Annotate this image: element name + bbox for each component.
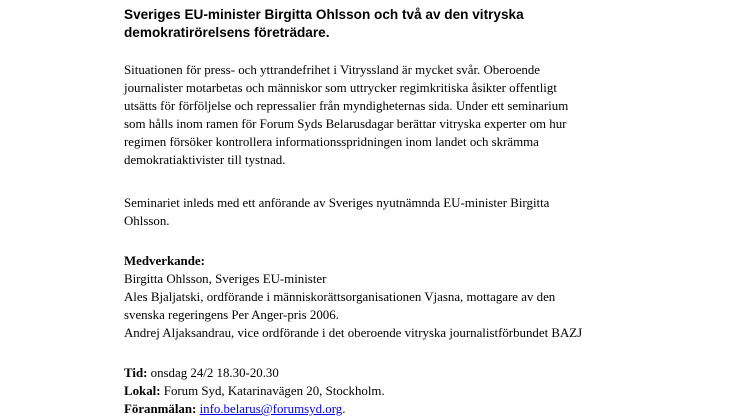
- intro-line-6: demokratiaktivister till tystnad.: [124, 153, 286, 167]
- intro-line-2: journalister motarbetas och människor som uttrycker regimkritiska åsikter offentligt: [124, 81, 557, 95]
- time-value: onsdag 24/2 18.30-20.30: [147, 366, 279, 380]
- time-row: [124, 364, 724, 382]
- signup-label: Föranmälan:: [124, 402, 197, 416]
- signup-end: .: [342, 402, 346, 416]
- intro-line-1: Situationen för press- och yttrandefrihet i Vitryssland är mycket svår. Oberoende: [124, 63, 541, 77]
- time-label: Tid:: [124, 366, 148, 380]
- opening-line-2: Ohlsson.: [124, 214, 170, 228]
- participant-line-4: Andrej Aljaksandrau, vice ordförande i det oberoende vitryska journalistförbundet BAZJ: [124, 326, 583, 340]
- opening-paragraph: [124, 194, 724, 230]
- venue-row: [124, 382, 724, 400]
- venue-label: Lokal:: [124, 384, 161, 398]
- lead-line-1: Sveriges EU-minister Birgitta Ohlsson och två av den vitryska: [124, 7, 524, 22]
- signup-email-link[interactable]: info.belarus@forumsyd.org: [199, 402, 343, 416]
- intro-line-3: utsätts för förföljelse och repressalier från myndigheternas sida. Under ett seminarium: [124, 99, 569, 113]
- event-details: [124, 364, 724, 418]
- intro-line-5: regimen försöker kontrollera informationsspridningen inom landet och skrämma: [124, 135, 539, 149]
- intro-line-4: som hålls inom ramen för Forum Syds Belarusdagar berättar vitryska experter om hur: [124, 117, 567, 131]
- intro-paragraph: [124, 61, 724, 169]
- participant-line-1: Birgitta Ohlsson, Sveriges EU-minister: [124, 272, 327, 286]
- venue-value: Forum Syd, Katarinavägen 20, Stockholm.: [160, 384, 385, 398]
- participants-section: [124, 252, 724, 342]
- participants-heading: Medverkande:: [124, 254, 205, 268]
- participant-line-2: Ales Bjaljatski, ordförande i människorättsorganisationen Vjasna, mottagare av den: [124, 290, 556, 304]
- participant-line-3: svenska regeringens Per Anger-pris 2006.: [124, 308, 339, 322]
- lead-line-2: demokratirörelsens företrädare.: [124, 25, 330, 40]
- signup-row: [124, 400, 724, 418]
- opening-line-1: Seminariet inleds med ett anförande av Sveriges nyutnämnda EU-minister Birgitta: [124, 196, 550, 210]
